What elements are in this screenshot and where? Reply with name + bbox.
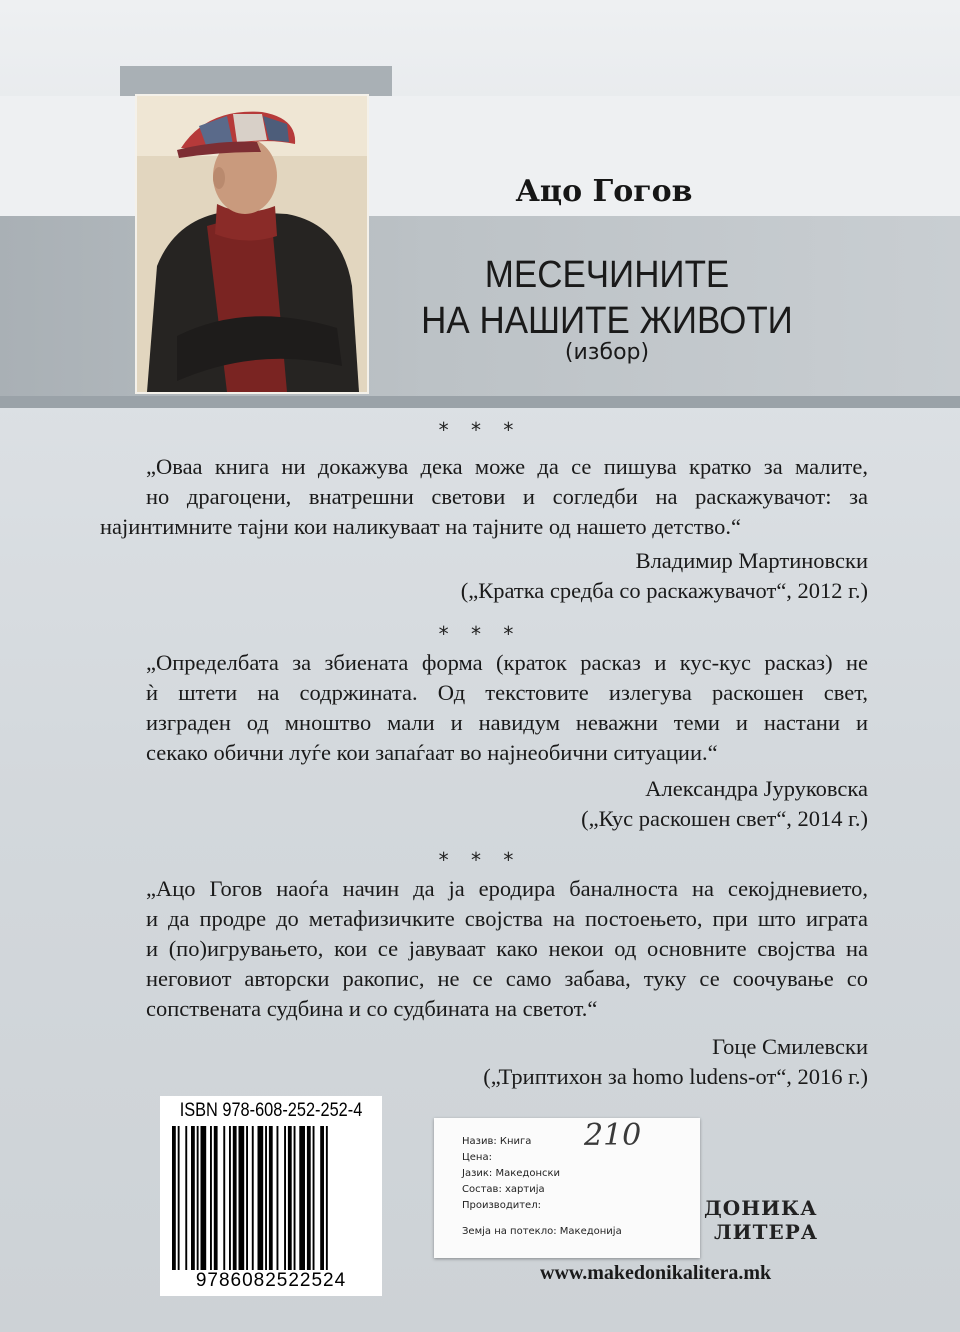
quote-author: Александра Јуруковска	[645, 776, 868, 801]
quote-author: Гоце Смилевски	[712, 1034, 868, 1059]
quote-attribution	[581, 774, 868, 834]
product-label-sticker	[434, 1118, 700, 1258]
quote-line: сопствената судбина и со судбината на светот.“	[146, 996, 598, 1021]
separator-stars: * * *	[438, 848, 522, 872]
decorative-band-top	[120, 66, 392, 96]
publisher-website: www.makedonikalitera.mk	[540, 1262, 772, 1284]
quote-source: („Кус раскошен свет“, 2014 г.)	[581, 806, 868, 831]
separator-stars: * * *	[438, 622, 522, 646]
publisher-logo-line2: ЛИТЕРА	[714, 1220, 819, 1244]
book-author: Ацо Гогов	[515, 174, 693, 209]
sticker-language: Јазик: Македонски	[462, 1168, 561, 1179]
isbn-barcode	[160, 1096, 382, 1296]
quote-line: ѝ штети на содржината. Од текстовите излегува раскошен свет,	[146, 680, 868, 705]
quote-line: и (по)игрувањето, кои се јавуваат како некои од основните својства на	[146, 936, 868, 961]
quote-author: Владимир Мартиновски	[635, 548, 868, 573]
quote-line: неговиот авторски ракопис, не се само забава, туку се соочување со	[146, 966, 868, 991]
quote-attribution	[483, 1032, 868, 1092]
quote-line: секако обични луѓе кои запаѓаат во најнеобични ситуации.“	[146, 740, 718, 765]
quote-source: („Триптихон за homo ludens-от“, 2016 г.)	[483, 1064, 868, 1089]
quote-source: („Кратка средба со раскажувачот“, 2012 г.)	[460, 578, 868, 603]
book-subtitle: (избор)	[564, 340, 650, 365]
author-photo	[137, 96, 367, 392]
quote-line: најинтимните тајни кои наликуваат на тајните од нашето детство.“	[100, 514, 741, 539]
quote-attribution	[461, 546, 868, 606]
sticker-origin: Земја на потекло: Македонија	[462, 1226, 622, 1237]
publisher-logo	[704, 1196, 818, 1244]
book-title-line2: НА НАШИТЕ ЖИВОТИ	[421, 300, 793, 342]
publisher-logo-line1: ДОНИКА	[704, 1196, 818, 1220]
review-quote	[100, 874, 868, 1024]
quote-line: но драгоцени, внатрешни светови и согледби на раскажувачот: за	[146, 484, 868, 509]
decorative-band-stripe	[0, 396, 960, 408]
handwritten-price: 210	[584, 1118, 642, 1153]
sticker-price: Цена:	[462, 1152, 492, 1163]
quote-line: изграден од мноштво мали и навидум неважни теми и настани и	[146, 710, 868, 735]
sticker-producer: Производител:	[462, 1200, 541, 1211]
quote-line: „Ацо Гогов наоѓа начин да ја еродира баналноста на секојдневието,	[146, 876, 868, 901]
isbn-digits: 9786082522524	[195, 1270, 347, 1291]
quote-line: „Определбата за збиената форма (краток расказ и кус-кус расказ) не	[146, 650, 868, 675]
sticker-name: Назив: Книга	[462, 1136, 532, 1147]
quote-line: „Оваа книга ни докажува дека може да се пишува кратко за малите,	[146, 454, 868, 479]
book-title	[391, 252, 823, 344]
book-title-line1: МЕСЕЧИНИТЕ	[484, 254, 730, 296]
isbn-label: ISBN 978-608-252-252-4	[179, 1100, 363, 1121]
review-quote	[100, 452, 868, 542]
review-quote	[100, 648, 868, 768]
barcode-bars	[172, 1126, 370, 1270]
sticker-composition: Состав: хартија	[462, 1184, 545, 1195]
quote-line: и да продре до метафизичките својства на постоењето, при што играта	[146, 906, 868, 931]
separator-stars: * * *	[438, 418, 522, 442]
